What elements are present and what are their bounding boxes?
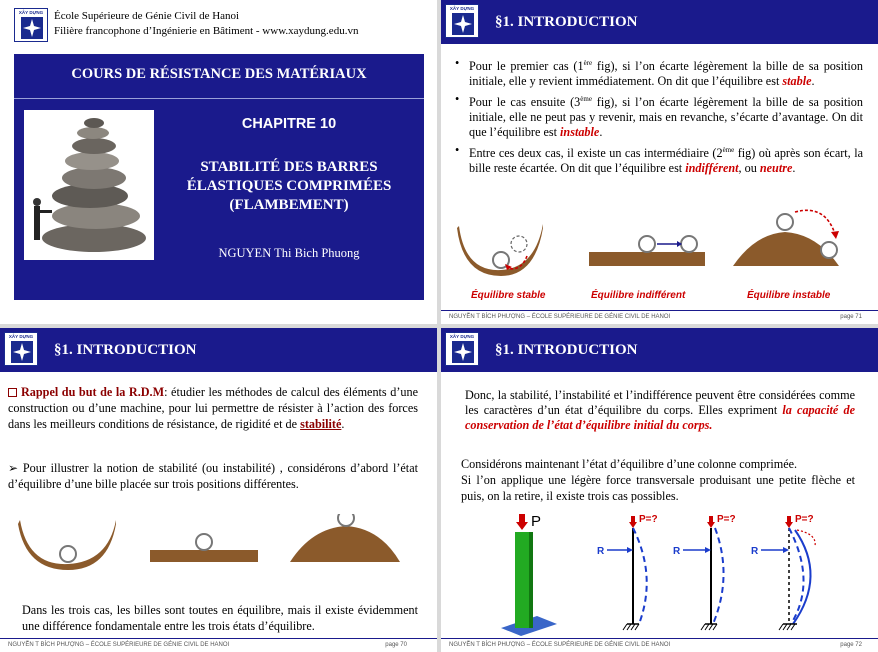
bullet-instable: • Pour le cas ensuite (3ème fig), si l’on écarte légèrement la bille de sa position initiale, elle ne peut pas y revenir, mais en revanche, s’écarte d’avantage. On dit que l’équilibre est instable. — [453, 92, 863, 140]
slide-header-bar — [441, 328, 878, 372]
caption-stable: Équilibre stable — [471, 290, 546, 301]
section-heading: §1. INTRODUCTION — [54, 342, 197, 358]
slide-title — [0, 0, 437, 324]
school-logo: XÂY DỰNG — [445, 4, 479, 38]
page-number: page 71 — [840, 314, 862, 320]
column-buckling-figure — [497, 512, 867, 636]
school-program: Filière francophone d’Ingénierie en Bâtiment - www.xaydung.edu.vn — [54, 25, 359, 37]
arrow-bullet-icon: ➢ — [8, 461, 19, 475]
svg-text:R: R — [751, 546, 759, 557]
illustration-paragraph: ➢ Pour illustrer la notion de stabilité (ou instabilité) , considérons d’abord l’état d’équilibre d’une bille placée sur trois positions différentes. — [8, 461, 418, 491]
logo-emblem-icon — [10, 340, 34, 364]
caption-instable: Équilibre instable — [747, 290, 831, 301]
checkbox-bullet-icon — [8, 388, 17, 397]
page-number: page 72 — [840, 642, 862, 648]
rdm-reminder-paragraph: Rappel du but de la R.D.M: étudier les méthodes de calcul des éléments d’une construction ou d’une machine, pour lui permettre de résister à l’action des forces dans les meilleurs conditions de résistance, de rigidité et de stabilité. — [8, 385, 418, 431]
svg-text:R: R — [597, 546, 605, 557]
logo-emblem-icon — [451, 12, 475, 36]
chapter-number: CHAPITRE 10 — [241, 116, 337, 132]
slide-page-71 — [441, 0, 878, 324]
section-heading: §1. INTRODUCTION — [495, 342, 638, 358]
column-paragraph: Considérons maintenant l’état d’équilibre d’une colonne comprimée. Si l’on applique une légère force transversale produisant une petite flèche et puis, on la retire, il existe trois cas possibles. — [461, 457, 855, 503]
school-logo: XÂY DỰNG — [14, 8, 48, 42]
course-title: COURS DE RÉSISTANCE DES MATÉRIAUX — [71, 66, 367, 82]
bullet-indifferent: • Entre ces deux cas, il existe un cas intermédiaire (2ème fig) où après son écart, la bille reste écartée. On dit que l’équilibre est indifférent, ou neutre. — [453, 143, 863, 176]
bullet-stable: • Pour le premier cas (1ère fig), si l’on écarte légèrement la bille de sa position initiale, elle y revient immédiatement. On dit que l’équilibre est stable. — [453, 56, 863, 89]
slide-footer: NGUYỄN T BÍCH PHƯỢNG – ÉCOLE SUPÉRIEURE DE GÉNIE CIVIL DE HANOI page 72 — [441, 638, 878, 652]
equilibrium-figures — [455, 206, 865, 286]
slide-header-bar — [441, 0, 878, 44]
svg-text:P: P — [531, 513, 542, 530]
slide-page-70 — [0, 328, 437, 652]
divider — [14, 98, 424, 99]
conclusion-paragraph: Dans les trois cas, les billes sont toutes en équilibre, mais il existe évidemment une différence fondamentale entre les trois états d’équilibre. — [22, 603, 418, 633]
bullet-list — [453, 56, 863, 179]
school-header — [54, 9, 358, 39]
logo-emblem-icon — [451, 340, 475, 364]
svg-text:P=?: P=? — [717, 514, 736, 525]
slide-header-bar — [0, 328, 437, 372]
school-name: École Supérieure de Génie Civil de Hanoi — [54, 10, 240, 22]
svg-text:R: R — [673, 546, 681, 557]
slide-footer: NGUYỄN T BÍCH PHƯỢNG – ÉCOLE SUPÉRIEURE DE GÉNIE CIVIL DE HANOI page 71 — [441, 310, 878, 324]
page-number: page 70 — [385, 642, 407, 648]
stacked-stones-image — [24, 110, 154, 260]
chapter-title: STABILITÉ DES BARRES ÉLASTIQUES COMPRIMÉES (FLAMBEMENT) — [186, 159, 392, 213]
svg-text:P=?: P=? — [639, 514, 658, 525]
three-positions-figure — [16, 514, 426, 574]
summary-paragraph: Donc, la stabilité, l’instabilité et l’indifférence peuvent être considérées comme les caractères d’un état d’équilibre du corps. Elles expriment la capacité de conservation de l’état d’équilibre initial du corps. — [465, 388, 855, 432]
logo-emblem-icon — [20, 16, 44, 40]
author-name: NGUYEN Thi Bich Phuong — [218, 246, 360, 260]
slide-footer: NGUYỄN T BÍCH PHƯỢNG – ÉCOLE SUPÉRIEURE DE GÉNIE CIVIL DE HANOI page 70 — [0, 638, 437, 652]
school-logo: XÂY DỰNG — [4, 332, 38, 366]
section-heading: §1. INTRODUCTION — [495, 14, 638, 30]
svg-text:P=?: P=? — [795, 514, 814, 525]
caption-indifferent: Équilibre indifférent — [591, 290, 686, 301]
slide-page-72 — [441, 328, 878, 652]
school-logo: XÂY DỰNG — [445, 332, 479, 366]
title-panel — [14, 54, 424, 300]
